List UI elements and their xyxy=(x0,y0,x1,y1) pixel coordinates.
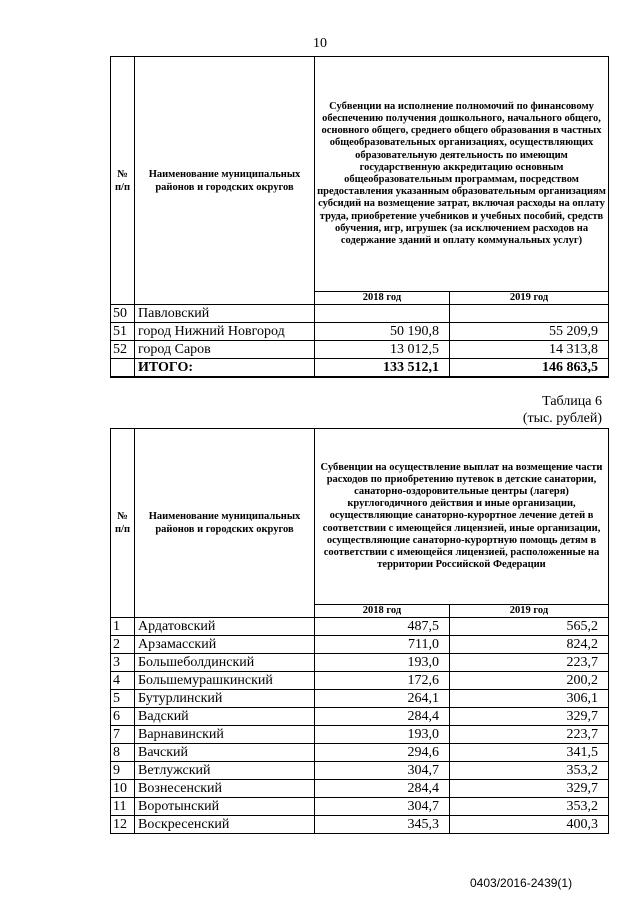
value-2018: 284,4 xyxy=(315,708,450,726)
value-2018: 345,3 xyxy=(315,816,450,834)
table-row xyxy=(111,816,609,834)
subvention-table-education xyxy=(110,56,609,378)
row-number: 6 xyxy=(111,708,135,726)
row-number: 51 xyxy=(111,323,135,341)
table-caption: Таблица 6 xyxy=(542,394,602,409)
row-number: 4 xyxy=(111,672,135,690)
district-name: Варнавинский xyxy=(135,726,315,744)
value-2019: 329,7 xyxy=(450,708,609,726)
value-2019: 14 313,8 xyxy=(450,341,609,359)
table-row xyxy=(111,672,609,690)
total-number-cell xyxy=(111,359,135,378)
row-number: 2 xyxy=(111,636,135,654)
table-row xyxy=(111,341,609,359)
table2-title: Субвенции на осуществление выплат на возмещение части расходов по приобретению путевок в детские санатории, санаторно-оздоровительные центры (лагеря) круглогодичного действия и иные организации, осуществляющие санаторно-курортное лечение детей в соответствии с имеющейся лицензией, иные организации, осуществляющие санаторно-курортную помощь детям в соответствии с имеющейся лицензией, расположенные на территории Российской Федерации xyxy=(315,429,609,605)
district-name: Вознесенский xyxy=(135,780,315,798)
district-name: город Саров xyxy=(135,341,315,359)
value-2019: 55 209,9 xyxy=(450,323,609,341)
row-number: 10 xyxy=(111,780,135,798)
table-row xyxy=(111,654,609,672)
column-header-name: Наименование муниципальных районов и городских округов xyxy=(135,57,315,305)
district-name: Ардатовский xyxy=(135,618,315,636)
table-row xyxy=(111,618,609,636)
district-name: Вачский xyxy=(135,744,315,762)
column-header-2018: 2018 год xyxy=(315,605,450,618)
table-row xyxy=(111,726,609,744)
value-2018: 193,0 xyxy=(315,726,450,744)
page-number: 10 xyxy=(313,36,327,51)
value-2018: 487,5 xyxy=(315,618,450,636)
table-row xyxy=(111,636,609,654)
total-2019: 146 863,5 xyxy=(450,359,609,378)
total-label: ИТОГО: xyxy=(135,359,315,378)
value-2018: 284,4 xyxy=(315,780,450,798)
value-2018: 711,0 xyxy=(315,636,450,654)
column-header-2019: 2019 год xyxy=(450,292,609,305)
table-row xyxy=(111,780,609,798)
district-name: Воскресенский xyxy=(135,816,315,834)
total-row xyxy=(111,359,609,378)
value-2019: 565,2 xyxy=(450,618,609,636)
value-2019: 306,1 xyxy=(450,690,609,708)
table1-title: Субвенции на исполнение полномочий по финансовому обеспечению получения дошкольного, начального общего, основного общего, среднего общего образования в частных общеобразовательных организациях, осуществляющих образовательную деятельность по имеющим государственную аккредитацию основным общеобразовательным программам, посредством предоставления указанным образовательным организациям субсидий на возмещение затрат, включая расходы на оплату труда, приобретение учебников и учебных пособий, средств обучения, игр, игрушек (за исключением расходов на содержание зданий и оплату коммунальных услуг) xyxy=(315,57,609,292)
row-number: 3 xyxy=(111,654,135,672)
value-2018: 172,6 xyxy=(315,672,450,690)
value-2019: 400,3 xyxy=(450,816,609,834)
district-name: Ветлужский xyxy=(135,762,315,780)
column-header-2018: 2018 год xyxy=(315,292,450,305)
value-2019: 824,2 xyxy=(450,636,609,654)
row-number: 1 xyxy=(111,618,135,636)
value-2018: 304,7 xyxy=(315,762,450,780)
table-row xyxy=(111,744,609,762)
district-name: Арзамасский xyxy=(135,636,315,654)
table-row xyxy=(111,708,609,726)
row-number: 5 xyxy=(111,690,135,708)
table-row xyxy=(111,690,609,708)
district-name: город Нижний Новгород xyxy=(135,323,315,341)
row-number: 12 xyxy=(111,816,135,834)
column-header-name: Наименование муниципальных районов и городских округов xyxy=(135,429,315,618)
district-name: Воротынский xyxy=(135,798,315,816)
value-2018: 13 012,5 xyxy=(315,341,450,359)
document-code: 0403/2016-2439(1) xyxy=(470,876,573,890)
value-2018: 294,6 xyxy=(315,744,450,762)
row-number: 52 xyxy=(111,341,135,359)
value-2019: 353,2 xyxy=(450,798,609,816)
value-2019: 341,5 xyxy=(450,744,609,762)
row-number: 50 xyxy=(111,305,135,323)
table-units: (тыс. рублей) xyxy=(522,411,602,426)
table-row xyxy=(111,305,609,323)
value-2018 xyxy=(315,305,450,323)
column-header-number: № п/п xyxy=(111,57,135,305)
district-name: Вадский xyxy=(135,708,315,726)
column-header-2019: 2019 год xyxy=(450,605,609,618)
total-2018: 133 512,1 xyxy=(315,359,450,378)
district-name: Большемурашкинский xyxy=(135,672,315,690)
value-2018: 193,0 xyxy=(315,654,450,672)
value-2018: 304,7 xyxy=(315,798,450,816)
value-2019: 353,2 xyxy=(450,762,609,780)
value-2019 xyxy=(450,305,609,323)
value-2018: 50 190,8 xyxy=(315,323,450,341)
table-row xyxy=(111,762,609,780)
value-2019: 329,7 xyxy=(450,780,609,798)
row-number: 7 xyxy=(111,726,135,744)
row-number: 11 xyxy=(111,798,135,816)
value-2018: 264,1 xyxy=(315,690,450,708)
value-2019: 223,7 xyxy=(450,654,609,672)
table-row xyxy=(111,323,609,341)
district-name: Большеболдинский xyxy=(135,654,315,672)
value-2019: 223,7 xyxy=(450,726,609,744)
value-2019: 200,2 xyxy=(450,672,609,690)
column-header-number: № п/п xyxy=(111,429,135,618)
row-number: 9 xyxy=(111,762,135,780)
district-name: Павловский xyxy=(135,305,315,323)
district-name: Бутурлинский xyxy=(135,690,315,708)
subvention-table-sanatorium xyxy=(110,428,609,834)
row-number: 8 xyxy=(111,744,135,762)
table-row xyxy=(111,798,609,816)
